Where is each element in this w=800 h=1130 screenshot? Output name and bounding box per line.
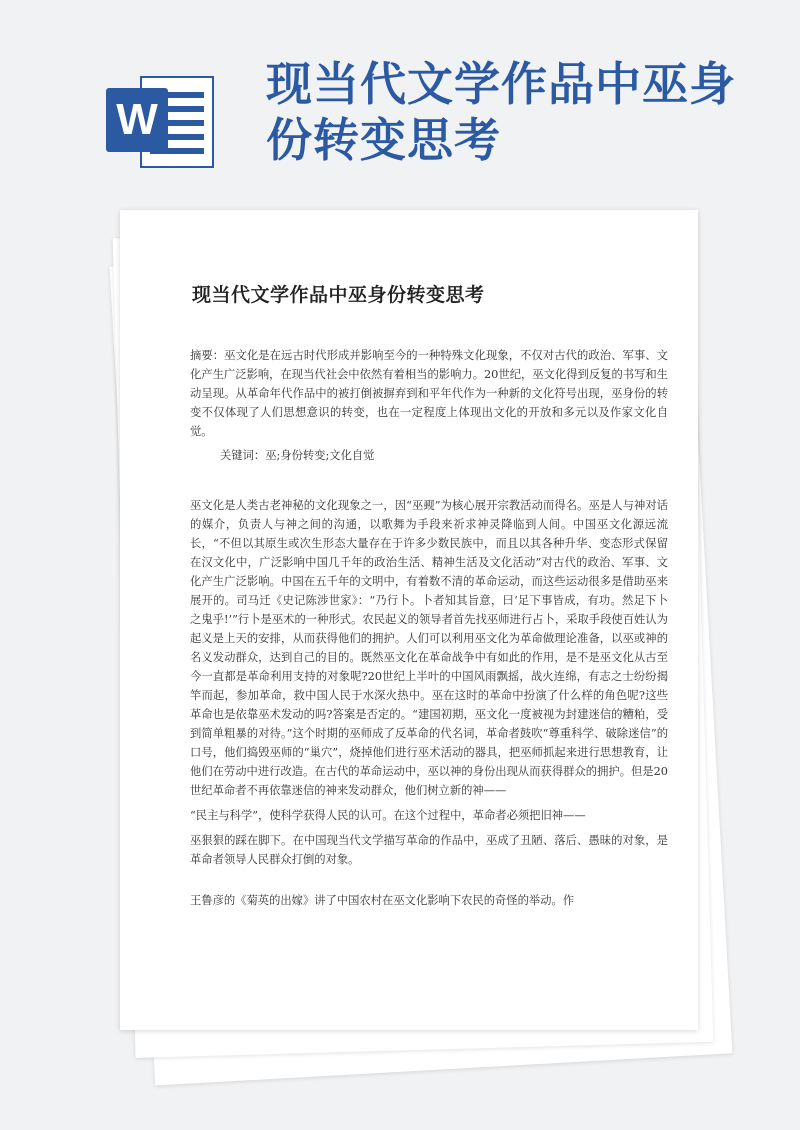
body-paragraph-4: 王鲁彦的《菊英的出嫁》讲了中国农村在巫文化影响下农民的奇怪的举动。作 (190, 894, 575, 907)
document-title: 现当代文学作品中巫身份转变思考 (192, 284, 485, 306)
body-paragraph-2: “民主与科学”，使科学获得人民的认可。在这个过程中，革命者必须把旧神—— (190, 809, 586, 822)
abstract-paragraph: 摘要：巫文化是在远古时代形成并影响至今的一种特殊文化现象，不仅对古代的政治、军事、文化产生广泛影响，在现当代社会中依然有着相当的影响力。20世纪，巫文化得到反复的书写和生动呈现。从革命年代作品中的被打倒被摒弃到和平年代作为一种新的文化符号出现，巫身份的转变不仅体现了人们思想意识的转变，也在一定程度上体现出文化的开放和多元以及作家文化自觉。 (190, 349, 668, 438)
word-document-icon (106, 70, 218, 170)
banner-title: 现当代文学作品中巫身份转变思考 (266, 57, 736, 167)
header-banner (0, 0, 800, 200)
document-page (120, 210, 698, 1030)
keywords-line: 关键词：巫;身份转变;文化自觉 (220, 449, 375, 462)
word-letter-tile: W (106, 88, 168, 152)
body-paragraph-3: 巫狠狠的踩在脚下。在中国现当代文学描写革命的作品中，巫成了丑陋、落后、愚昧的对象，是革命者领导人民群众打倒的对象。 (190, 834, 668, 866)
body-paragraph-1: 巫文化是人类古老神秘的文化现象之一，因“巫觋”为核心展开宗教活动而得名。巫是人与神对话的媒介，负责人与神之间的沟通，以歌舞为手段来祈求神灵降临到人间。中国巫文化源远流长，“不但以其原生或次生形态大量存在于许多少数民族中，而且以其各种升华、变态形式保留在汉文化中，广泛影响中国几千年的政治生活、精神生活及文化活动”对古代的政治、军事、文化产生广泛影响。中国在五千年的文明中，有着数不清的革命运动，而这些运动很多是借助巫来展开的。司马迁《史记陈涉世家》：“乃行卜。卜者知其旨意，曰‘足下事皆成，有功。然足下卜之鬼乎!’”行卜是巫术的一种形式。农民起义的领导者首先找巫师进行占卜，采取手段使百姓认为起义是上天的安排，从而获得他们的拥护。人们可以利用巫文化为革命做理论准备，以巫或神的名义发动群众，达到自己的目的。既然巫文化在革命战争中有如此的作用，是不是巫文化从古至今一直都是革命利用支持的对象呢?20世纪上半叶的中国风雨飘摇，战火连绵，有志之士纷纷揭竿而起，参加革命，救中国人民于水深火热中。巫在这时的革命中扮演了什么样的角色呢?这些革命也是依靠巫术发动的吗?答案是否定的。“建国初期，巫文化一度被视为封建迷信的糟粕，受到简单粗暴的对待。”这个时期的巫师成了反革命的代名词，革命者鼓吹“尊重科学、破除迷信”的口号，他们捣毁巫师的“巢穴”，烧掉他们进行巫术活动的器具，把巫师抓起来进行思想教育，让他们在劳动中进行改造。在古代的革命运动中，巫以神的身份出现从而获得群众的拥护。但是20世纪革命者不再依靠迷信的神来发动群众，他们树立新的神—— (190, 499, 668, 797)
